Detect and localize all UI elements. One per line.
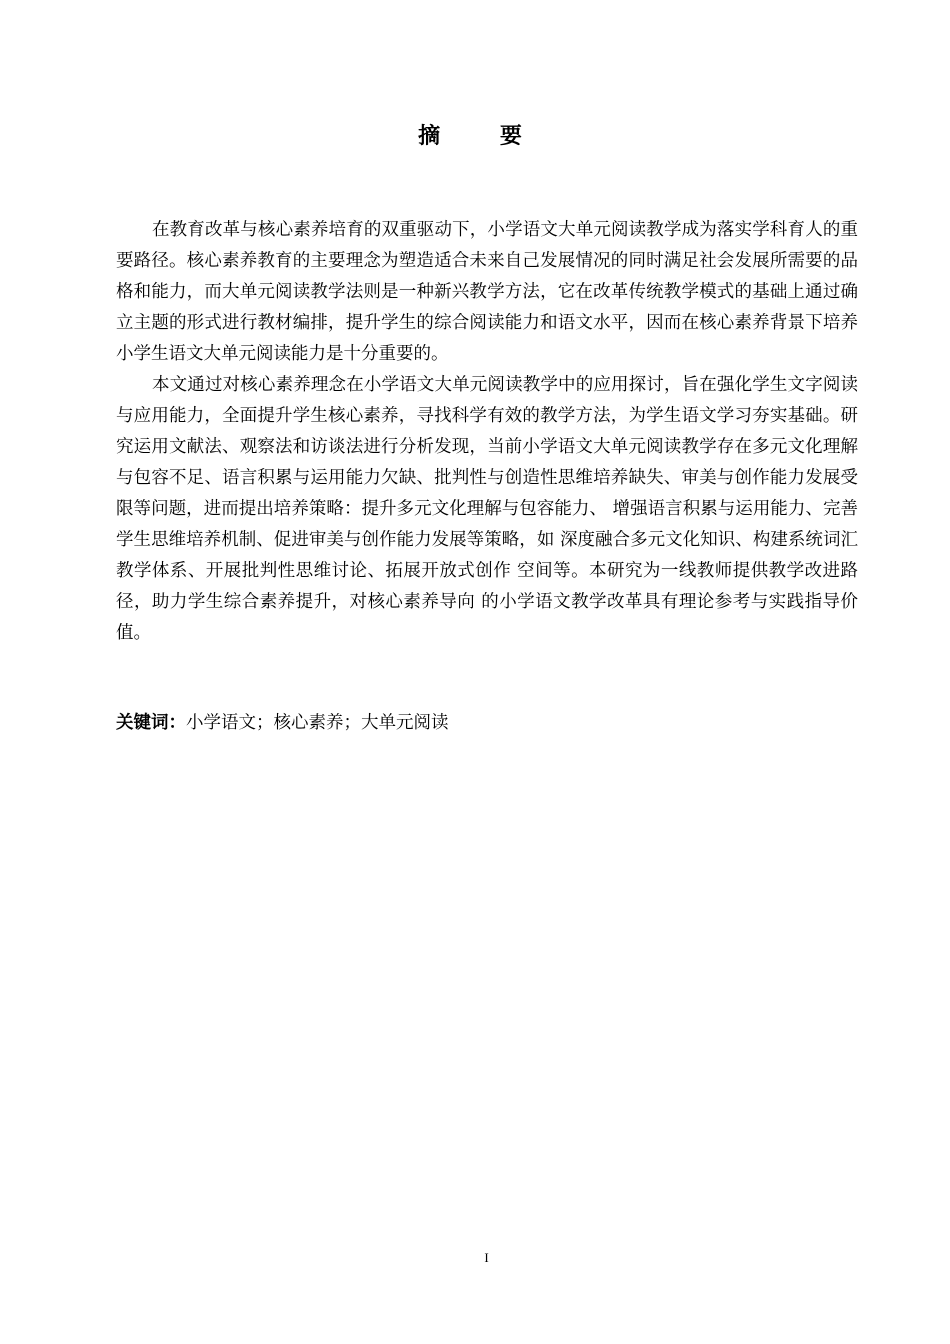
keywords-list: 小学语文；核心素养；大单元阅读 [186, 713, 449, 733]
page-number: I [484, 1250, 489, 1265]
keywords-label: 关键词： [116, 713, 186, 733]
abstract-paragraph-1: 在教育改革与核心素养培育的双重驱动下，小学语文大单元阅读教学成为落实学科育人的重要路径。核心素养教育的主要理念为塑造适合未来自己发展情况的同时满足社会发展所需要的品格和能力，而大单元阅读教学法则是一种新兴教学方法，它在改革传统教学模式的基础上通过确立主题的形式进行教材编排，提升学生的综合阅读能力和语文水平，因而在核心素养背景下培养小学生语文大单元阅读能力是十分重要的。 [116, 220, 858, 364]
keywords-line [116, 708, 858, 739]
abstract-title: 摘 要 [418, 124, 548, 149]
abstract-paragraph-2: 本文通过对核心素养理念在小学语文大单元阅读教学中的应用探讨，旨在强化学生文字阅读与应用能力，全面提升学生核心素养，寻找科学有效的教学方法，为学生语文学习夯实基础。研究运用文献法、观察法和访谈法进行分析发现，当前小学语文大单元阅读教学存在多元文化理解与包容不足、语言积累与运用能力欠缺、批判性与创造性思维培养缺失、审美与创作能力发展受限等问题，进而提出培养策略：提升多元文化理解与包容能力、 增强语言积累与运用能力、完善学生思维培养机制、促进审美与创作能力发展等策略，如 深度融合多元文化知识、构建系统词汇教学体系、开展批判性思维讨论、拓展开放式创作 空间等。本研究为一线教师提供教学改进路径，助力学生综合素养提升，对核心素养导向 的小学语文教学改革具有理论参考与实践指导价值。 [116, 375, 858, 643]
abstract-body [116, 215, 858, 649]
